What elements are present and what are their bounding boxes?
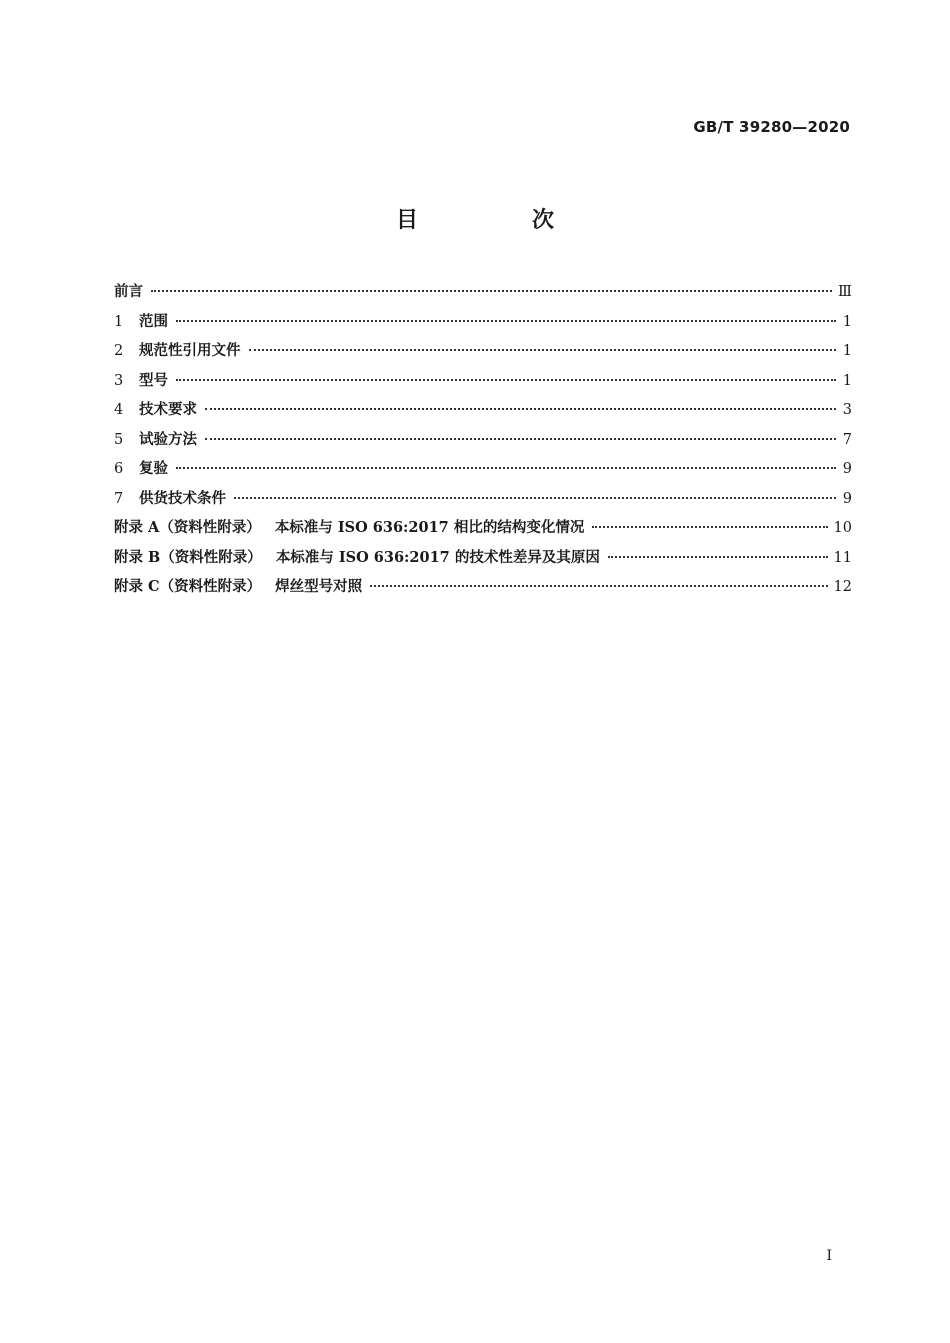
toc-entry-technical-requirements[interactable] (114, 398, 852, 428)
toc-title: 目 次 (395, 208, 600, 233)
toc-entry-page: 1 (842, 372, 852, 389)
toc-entry-text: 供货技术条件 (139, 489, 226, 507)
toc-entry-appendix-a[interactable] (114, 516, 852, 546)
toc-entry-scope[interactable] (114, 310, 852, 340)
dot-leader (592, 526, 827, 528)
toc-entry-label (114, 428, 197, 449)
dot-leader (176, 320, 836, 322)
dot-leader (176, 379, 836, 381)
toc-entry-number: 1 (114, 313, 124, 330)
table-of-contents (114, 280, 852, 605)
toc-entry-label (114, 516, 584, 537)
toc-entry-number: 2 (114, 343, 124, 359)
toc-entry-number: 7 (114, 490, 124, 507)
dot-leader (249, 349, 837, 351)
toc-entry-label (114, 575, 362, 596)
appendix-title: 本标准与 ISO 636:2017 相比的结构变化情况 (274, 519, 585, 536)
toc-entry-text: 技术要求 (139, 401, 197, 418)
toc-entry-page: 9 (842, 490, 852, 507)
toc-entry-text: 前言 (114, 283, 143, 300)
toc-entry-label (114, 487, 226, 508)
appendix-heading: 附录 B（资料性附录） (114, 548, 262, 566)
toc-entry-designation[interactable] (114, 369, 852, 399)
standard-number: GB/T 39280—2020 (693, 118, 850, 136)
toc-entry-text: 型号 (139, 371, 168, 389)
toc-entry-text: 复验 (139, 460, 168, 477)
dot-leader (370, 585, 827, 587)
toc-entry-page: 1 (842, 313, 852, 330)
dot-leader (205, 408, 836, 410)
toc-entry-label (114, 280, 143, 301)
toc-entry-normative-references[interactable] (114, 339, 852, 369)
toc-entry-retest[interactable] (114, 457, 852, 487)
toc-entry-number: 6 (114, 461, 124, 477)
toc-entry-text: 范围 (139, 312, 168, 330)
toc-entry-page: 9 (842, 461, 852, 477)
toc-entry-test-methods[interactable] (114, 428, 852, 458)
appendix-heading: 附录 A（资料性附录） (114, 519, 261, 536)
appendix-title: 焊丝型号对照 (275, 578, 363, 595)
toc-entry-number: 5 (114, 431, 124, 448)
toc-entry-number: 4 (114, 402, 124, 418)
dot-leader (151, 290, 832, 292)
toc-entry-page: 3 (842, 402, 852, 418)
toc-entry-number: 3 (114, 372, 124, 389)
toc-entry-foreword[interactable] (114, 280, 852, 310)
toc-entry-appendix-c[interactable] (114, 575, 852, 605)
page-number: I (826, 1248, 832, 1264)
toc-entry-supply-conditions[interactable] (114, 487, 852, 517)
dot-leader (234, 497, 836, 499)
toc-entry-label (114, 369, 168, 390)
toc-entry-page: 10 (833, 520, 852, 536)
toc-entry-text: 试验方法 (139, 430, 197, 448)
toc-entry-page: 7 (842, 431, 852, 448)
toc-entry-label (114, 457, 168, 478)
toc-entry-label (114, 339, 241, 360)
toc-entry-label (114, 398, 197, 419)
toc-entry-page: 11 (833, 549, 852, 566)
toc-entry-page: 12 (833, 579, 852, 595)
dot-leader (608, 556, 828, 558)
dot-leader (205, 438, 836, 440)
appendix-title: 本标准与 ISO 636:2017 的技术性差异及其原因 (275, 548, 600, 566)
toc-entry-appendix-b[interactable] (114, 546, 852, 576)
toc-entry-page: Ⅲ (838, 284, 852, 300)
toc-entry-page: 1 (842, 343, 852, 359)
toc-entry-label (114, 546, 600, 567)
appendix-heading: 附录 C（资料性附录） (114, 578, 262, 595)
dot-leader (176, 467, 836, 469)
toc-entry-label (114, 310, 168, 331)
toc-entry-text: 规范性引用文件 (139, 342, 241, 359)
